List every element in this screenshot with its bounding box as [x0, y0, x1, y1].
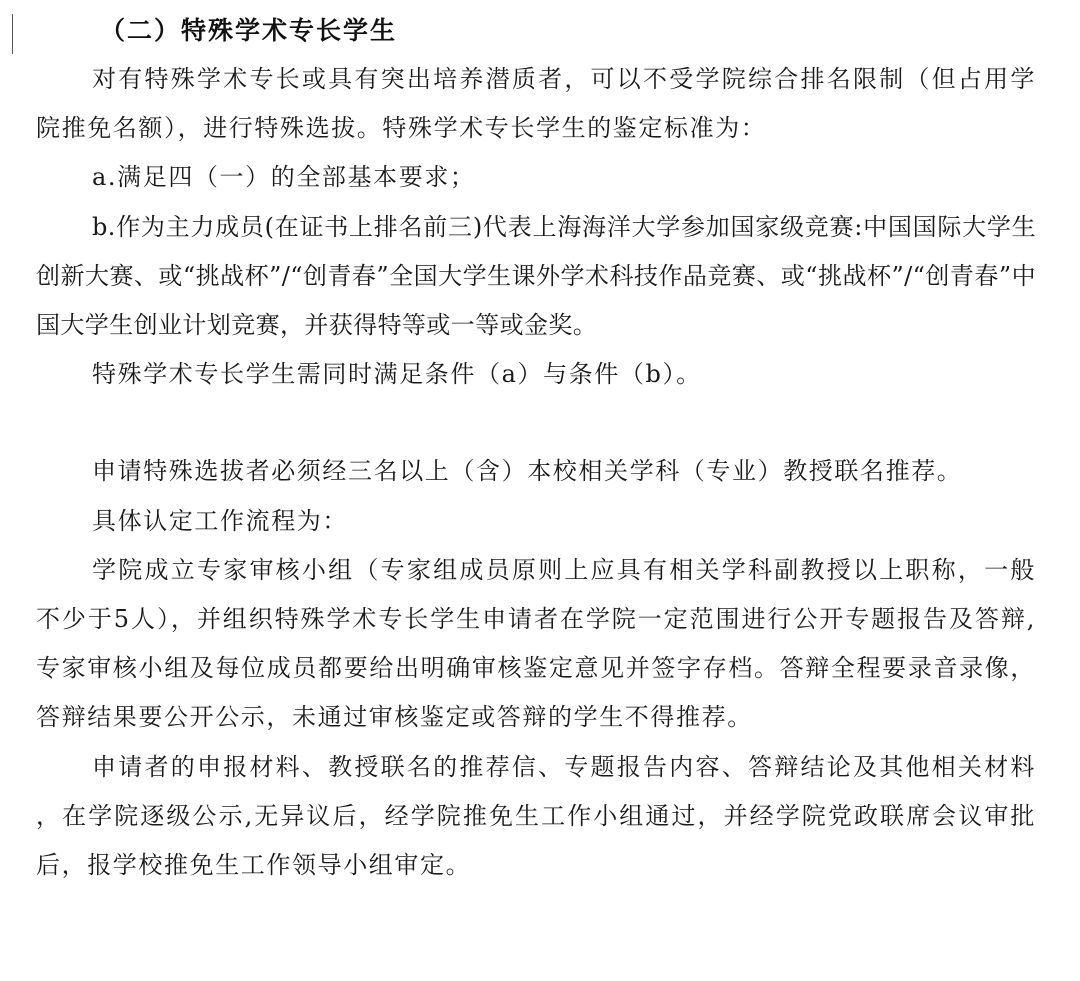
paragraph-criterion-b: b.作为主力成员(在证书上排名前三)代表上海海洋大学参加国家级竞赛:中国国际大学生创新大赛、或“挑战杯”/“创青春”全国大学生课外学术科技作品竞赛、或“挑战杯”/“创青春”中国大学生创业计划竞赛，并获得特等或一等或金奖。 [36, 212, 1036, 340]
paragraph-recommendation: 申请特殊选拔者必须经三名以上（含）本校相关学科（专业）教授联名推荐。 [92, 457, 963, 486]
paragraph-both-conditions: 特殊学术专长学生需同时满足条件（a）与条件（b）。 [92, 360, 702, 389]
paragraph-expert-panel: 学院成立专家审核小组（专家组成员原则上应具有相关学科副教授以上职称，一般不少于5人），并组织特殊学术专长学生申请者在学院一定范围进行公开专题报告及答辩,专家审核小组及每位成员都要给出明确审核鉴定意见并签字存档。答辩全程要录音录像，答辩结果要公开公示，未通过审核鉴定或答辩的学生不得推荐。 [36, 555, 1036, 732]
section-heading: （二）特殊学术专长学生 [100, 16, 398, 45]
paragraph-approval: 申请者的申报材料、教授联名的推荐信、专题报告内容、答辩结论及其他相关材料，在学院逐级公示,无异议后，经学院推免生工作小组通过，并经学院党政联席会议审批后，报学校推免生工作领导小组审定。 [36, 752, 1036, 880]
left-margin-rule [12, 14, 13, 54]
document-page [36, 6, 1036, 890]
paragraph-criterion-a: a.满足四（一）的全部基本要求； [92, 163, 476, 192]
paragraph-procedure-intro: 具体认定工作流程为： [92, 506, 348, 535]
paragraph-gap [36, 399, 1036, 447]
paragraph-intro: 对有特殊学术专长或具有突出培养潜质者，可以不受学院综合排名限制（但占用学院推免名额），进行特殊选拔。特殊学术专长学生的鉴定标准为： [36, 65, 1036, 143]
